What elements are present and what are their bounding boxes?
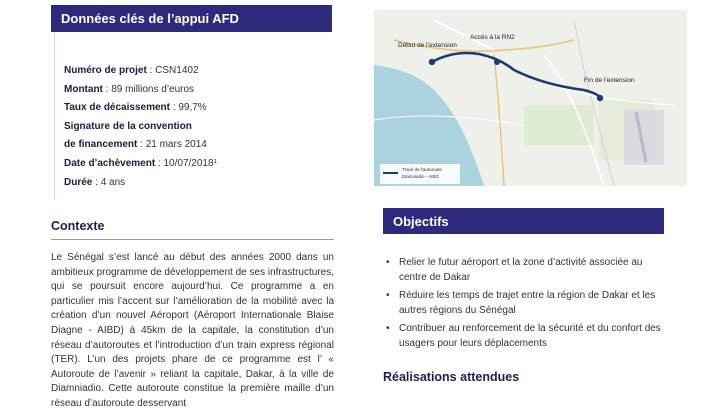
objectifs-header (383, 208, 664, 234)
objectif-item: • Relier le futur aéroport et la zone d’activité associée au centre de Dakar (383, 256, 668, 285)
keydata-row-duration: Durée : 4 ans (64, 176, 126, 188)
legend-line2: Diamniadio - AIBD (402, 174, 439, 179)
keydata-row-completion-date: Date d’achèvement : 10/07/2018¹ (64, 157, 217, 169)
keydata-row-amount: Montant : 89 millions d’euros (64, 83, 195, 95)
keydata-side-rule (54, 32, 55, 200)
end-marker (597, 95, 603, 101)
contexte-title: Contexte (51, 219, 105, 233)
rn2-label: Accès à la RN2 (470, 34, 515, 41)
keydata-list (64, 62, 334, 192)
keydata-header (51, 5, 332, 32)
keydata-row-financing-date: de financement : 21 mars 2014 (64, 139, 207, 151)
end-label: Fin de l’extension (584, 77, 635, 84)
route-map (374, 10, 687, 186)
keydata-row-signature: Signature de la convention (64, 120, 192, 132)
start-marker (429, 59, 435, 65)
contexte-divider (51, 239, 334, 240)
keydata-row-disbursement-rate: Taux de décaissement : 99,7% (64, 102, 207, 114)
start-label: Début de l’extension (398, 42, 457, 49)
objectif-item: • Contribuer au renforcement de la sécurité et du confort des usagers pour leurs déplacements (383, 322, 668, 351)
objectif-item: • Réduire les temps de trajet entre la région de Dakar et les autres régions du Sénégal (383, 289, 668, 318)
keydata-row-project-number: Numéro de projet : CSN1402 (64, 65, 199, 76)
realisations-title: Réalisations attendues (383, 370, 520, 384)
legend-line1: Tracé de l’autoroute (402, 167, 442, 172)
contexte-text: Le Sénégal s’est lancé au début des années 2000 dans un ambitieux programme de développement de ses infrastructures, qui se poursuit encore aujourd’hui. Ce programme a en particulier mis l’accent sur l’amélioration de la mobilité avec la création d’un nouvel Aéroport (Aéroport Internationale Blaise Diagne - AIBD) à 45km de la capitale, la constitution d’un réseau d’autoroutes et l’introduction d’un train express régional (TER). L’un des projets phare de ce programme est l’ « Autoroute de l’avenir » reliant la capitale, Dakar, à la ville de Diamniadio. Cette autoroute constitue la première maille d’un réseau d’autoroute desservant (51, 252, 334, 409)
objectifs-title: Objectifs (393, 213, 449, 229)
objectifs-list (383, 256, 668, 356)
keydata-title: Données clés de l’appui AFD (61, 11, 239, 26)
rn2-marker (494, 59, 500, 65)
